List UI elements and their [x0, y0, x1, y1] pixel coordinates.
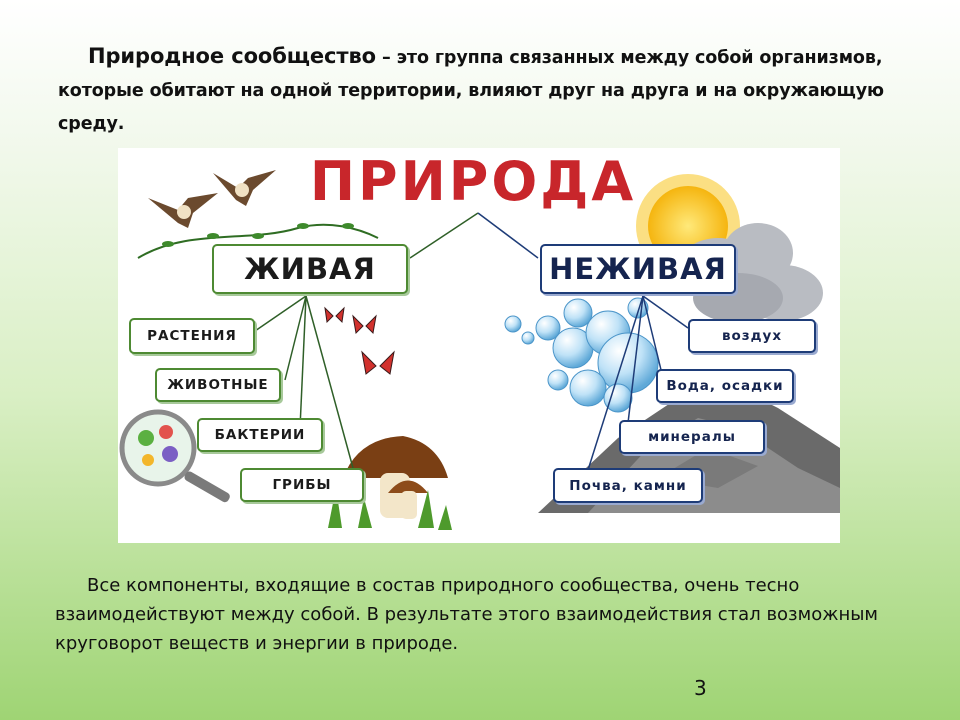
living-item-bacteria: БАКТЕРИИ [197, 418, 323, 452]
page-number: 3 [694, 676, 707, 700]
nonliving-item-water: Вода, осадки [656, 369, 794, 403]
nonliving-item-air: воздух [688, 319, 816, 353]
butterfly-icon [325, 308, 394, 374]
living-item-plants: РАСТЕНИЯ [129, 318, 255, 354]
definition-text: – это группа связанных между собой организмов, которые обитают на одной территории, влияют друг на друга и на окружающую среду. [58, 48, 884, 134]
nonliving-item-minerals: минералы [619, 420, 765, 454]
living-item-animals: ЖИВОТНЫЕ [155, 368, 281, 402]
bird-icon [148, 170, 276, 228]
definition-paragraph [58, 40, 918, 141]
definition-term: Природное сообщество [88, 44, 376, 68]
bubbles-icon [505, 298, 658, 412]
summary-paragraph: Все компоненты, входящие в состав природного сообщества, очень тесно взаимодействуют между собой. В результате этого взаимодействия стал возможным круговорот веществ и энергии в природе. [55, 575, 878, 654]
living-item-fungi: ГРИБЫ [240, 468, 364, 502]
nonliving-item-soil: Почва, камни [553, 468, 703, 503]
nature-diagram [118, 148, 840, 543]
diagram-title: ПРИРОДА [309, 150, 637, 213]
nonliving-box: НЕЖИВАЯ [540, 244, 736, 294]
living-box: ЖИВАЯ [212, 244, 408, 294]
